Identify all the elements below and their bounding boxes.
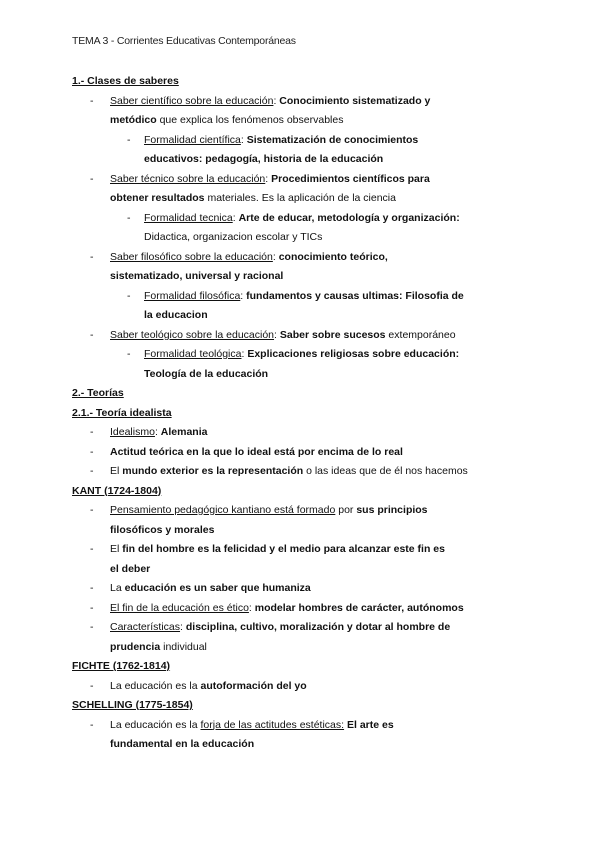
list-item: - Saber científico sobre la educación: Conocimiento sistematizado y bbox=[72, 92, 532, 112]
bullet: - bbox=[90, 94, 94, 107]
list-item-continuation: Didactica, organizacion escolar y TICs bbox=[144, 231, 323, 243]
bullet: - bbox=[90, 679, 94, 692]
list-item: - Características: disciplina, cultivo, moralización y dotar al hombre de bbox=[72, 618, 532, 638]
list-item: - El mundo exterior es la representación o las ideas que de él nos hacemos bbox=[72, 462, 532, 482]
author-heading: FICHTE (1762-1814) bbox=[72, 660, 171, 672]
list-item-continuation: educativos: pedagogía, historia de la educación bbox=[144, 153, 384, 165]
list-item-continuation: filosóficos y morales bbox=[110, 523, 215, 536]
author-heading: SCHELLING (1775-1854) bbox=[72, 699, 193, 711]
list-item: - El fin de la educación es ético: modelar hombres de carácter, autónomos bbox=[72, 599, 532, 619]
bullet: - bbox=[127, 348, 131, 360]
list-item: - La educación es la autoformación del yo bbox=[72, 677, 532, 697]
list-item: - Formalidad filosófica: fundamentos y causas ultimas: Filosofia de bbox=[72, 287, 532, 307]
bullet: - bbox=[90, 601, 94, 614]
subsection-title: 2.1.- Teoría idealista bbox=[72, 406, 172, 419]
list-item: - Formalidad teológica: Explicaciones religiosas sobre educación: bbox=[72, 345, 532, 365]
bullet: - bbox=[90, 250, 94, 263]
list-item-continuation: el deber bbox=[110, 562, 151, 575]
list-item: - Actitud teórica en la que lo ideal está por encima de lo real bbox=[72, 443, 532, 463]
bullet: - bbox=[90, 582, 94, 594]
section-title: 1.- Clases de saberes bbox=[72, 75, 179, 87]
bullet: - bbox=[90, 543, 94, 555]
list-item: - La educación es un saber que humaniza bbox=[72, 579, 532, 599]
list-item-continuation: Teología de la educación bbox=[144, 367, 269, 380]
bullet: - bbox=[90, 426, 94, 438]
section-title: 2.- Teorías bbox=[72, 387, 124, 399]
bullet: - bbox=[90, 504, 94, 516]
list-item-continuation: prudencia individual bbox=[110, 640, 207, 653]
list-item: - El fin del hombre es la felicidad y el medio para alcanzar este fin es bbox=[72, 540, 532, 560]
bullet: - bbox=[90, 445, 94, 458]
list-item: - La educación es la forja de las actitudes estéticas: El arte es bbox=[72, 716, 532, 736]
bullet: - bbox=[90, 718, 94, 731]
list-item-continuation: obtener resultados materiales. Es la aplicación de la ciencia bbox=[110, 192, 396, 204]
list-item: - Idealismo: Alemania bbox=[72, 423, 532, 443]
list-item: - Saber técnico sobre la educación: Procedimientos científicos para bbox=[72, 170, 532, 190]
list-item: - Saber filosófico sobre la educación: conocimiento teórico, bbox=[72, 248, 532, 268]
list-item-continuation: metódico que explica los fenómenos observables bbox=[110, 114, 344, 126]
bullet: - bbox=[127, 211, 131, 224]
bullet: - bbox=[90, 621, 94, 633]
document-body bbox=[72, 72, 532, 755]
bullet: - bbox=[127, 133, 131, 146]
author-heading: KANT (1724-1804) bbox=[72, 484, 162, 497]
list-item-continuation: la educacion bbox=[144, 309, 208, 321]
list-item-continuation: fundamental en la educación bbox=[110, 738, 255, 750]
bullet: - bbox=[90, 465, 94, 477]
bullet: - bbox=[90, 172, 94, 185]
list-item: - Saber teológico sobre la educación: Saber sobre sucesos extemporáneo bbox=[72, 326, 532, 346]
list-item-continuation: sistematizado, universal y racional bbox=[110, 270, 284, 282]
page-header: TEMA 3 - Corrientes Educativas Contemporáneas bbox=[72, 35, 296, 47]
list-item: - Formalidad tecnica: Arte de educar, metodología y organización: bbox=[72, 209, 532, 229]
list-item: - Pensamiento pedagógico kantiano está formado por sus principios bbox=[72, 501, 532, 521]
bullet: - bbox=[90, 328, 94, 341]
bullet: - bbox=[127, 289, 131, 302]
list-item: - Formalidad científica: Sistematización de conocimientos bbox=[72, 131, 532, 151]
